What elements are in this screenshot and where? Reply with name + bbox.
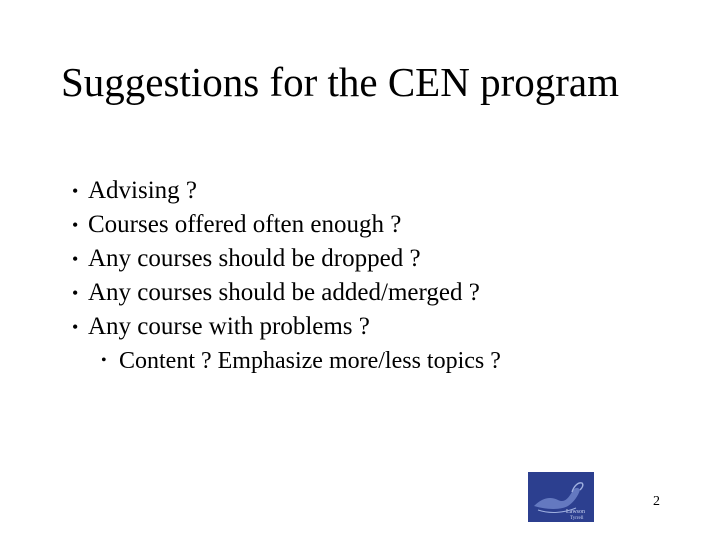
bullet-item	[0, 242, 720, 276]
bullet-item	[0, 310, 720, 344]
bullet-marker: •	[72, 317, 79, 337]
bullet-text: Any courses should be dropped ?	[88, 245, 421, 272]
page-number: 2	[653, 494, 660, 509]
bullet-marker: •	[72, 249, 79, 269]
sub-bullet-text: Content ? Emphasize more/less topics ?	[119, 348, 501, 374]
svg-text:Lawson: Lawson	[566, 509, 585, 515]
bullet-text: Any courses should be added/merged ?	[88, 279, 480, 306]
bullet-text: Courses offered often enough ?	[88, 211, 402, 238]
sub-bullet-item	[0, 344, 720, 378]
bullet-item	[0, 174, 720, 208]
bullet-item	[0, 276, 720, 310]
sub-bullet-marker: •	[101, 352, 107, 369]
bullet-list	[0, 174, 720, 378]
bullet-marker: •	[72, 181, 79, 201]
bullet-text: Advising ?	[88, 177, 198, 204]
bullet-marker: •	[72, 215, 79, 235]
bullet-text: Any course with problems ?	[88, 313, 370, 340]
slide-title: Suggestions for the CEN program	[61, 59, 619, 105]
university-logo-icon	[528, 472, 594, 522]
bullet-marker: •	[72, 283, 79, 303]
bullet-item	[0, 208, 720, 242]
logo-graphic	[528, 472, 594, 522]
svg-text:Tyrrell: Tyrrell	[570, 516, 584, 521]
